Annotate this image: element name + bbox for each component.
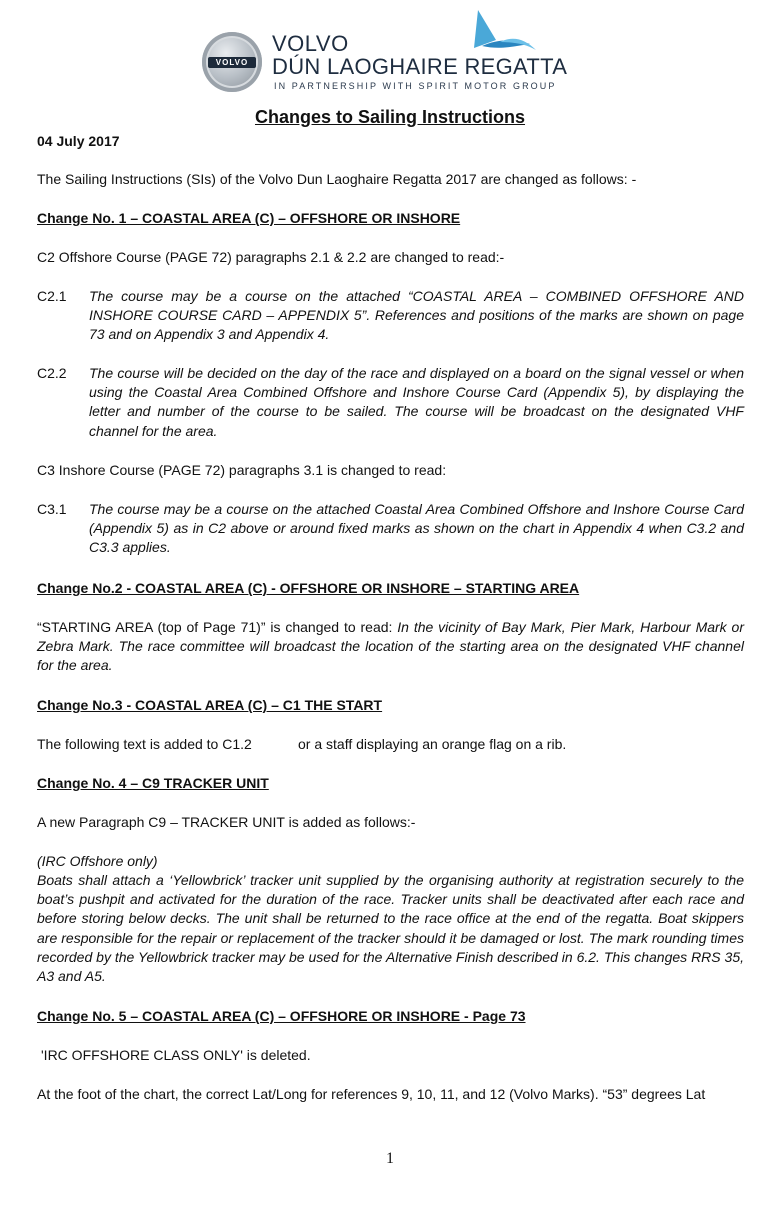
c3-intro: C3 Inshore Course (PAGE 72) paragraphs 3.1 is changed to read: <box>37 462 447 478</box>
change3-heading: Change No.3 - COASTAL AREA (C) – C1 THE START <box>37 697 383 713</box>
change4-text: Boats shall attach a ‘Yellowbrick’ tracker unit supplied by the organising authority at registration securely to the boat’s pushpit and activated for the duration of the race. Tracker units shall be deactivated after each race and before storing below decks. The unit shall be returned to the race office at the end of the regatta. Boat skippers are responsible for the repair or replacement of the tracker should it be damaged or lost. The mark rounding times recorded by the Yellowbrick tracker may be used for the Alternative Finish described in 6.2. This changes RRS 35, A3 and A5. <box>37 872 744 985</box>
change2-heading: Change No.2 - COASTAL AREA (C) - OFFSHORE OR INSHORE – STARTING AREA <box>37 580 580 596</box>
volvo-logo-text: VOLVO <box>208 57 256 68</box>
brand-title-line2: DÚN LAOGHAIRE REGATTA <box>272 54 568 79</box>
sail-logo-icon <box>470 10 540 54</box>
c21-text: The course may be a course on the attached “COASTAL AREA – COMBINED OFFSHORE AND INSHORE COURSE CARD – APPENDIX 5”. References and positions of the marks are shown on page 73 and on Appendix 3 and Appendix 4. <box>89 288 744 343</box>
change4-heading: Change No. 4 – C9 TRACKER UNIT <box>37 775 269 791</box>
change2-lead: “STARTING AREA (top of Page 71)” is changed to read: <box>37 619 398 635</box>
change4-note: (IRC Offshore only) <box>37 853 158 869</box>
brand-title-line1: VOLVO <box>272 31 349 56</box>
c22-label: C2.2 <box>37 365 67 381</box>
c21-label: C2.1 <box>37 288 67 304</box>
change5-foot: At the foot of the chart, the correct Lat/Long for references 9, 10, 11, and 12 (Volvo Marks). “53” degrees Lat <box>37 1086 706 1102</box>
change2-text: In the vicinity of Bay Mark, Pier Mark, Harbour Mark or Zebra Mark. The race committee will broadcast the location of the starting area on the designated VHF channel for the area. <box>37 619 744 674</box>
change5-heading: Change No. 5 – COASTAL AREA (C) – OFFSHORE OR INSHORE - Page 73 <box>37 1008 526 1024</box>
intro-paragraph: The Sailing Instructions (SIs) of the Volvo Dun Laoghaire Regatta 2017 are changed as follows: - <box>37 171 637 187</box>
c31-label: C3.1 <box>37 501 67 517</box>
brand-tagline: IN PARTNERSHIP WITH SPIRIT MOTOR GROUP <box>274 81 557 91</box>
change1-heading: Change No. 1 – COASTAL AREA (C) – OFFSHORE OR INSHORE <box>37 210 461 226</box>
c31-text: The course may be a course on the attached Coastal Area Combined Offshore and Inshore Course Card (Appendix 5) as in C2 above or around fixed marks as shown on the chart in Appendix 4 when C3.2 and C3.3 applies. <box>89 501 744 556</box>
change4-intro: A new Paragraph C9 – TRACKER UNIT is added as follows:- <box>37 814 416 830</box>
document-title: Changes to Sailing Instructions <box>254 107 526 127</box>
volvo-logo-badge <box>202 32 262 92</box>
document-date: 04 July 2017 <box>37 133 120 149</box>
change5-deleted: 'IRC OFFSHORE CLASS ONLY' is deleted. <box>41 1047 311 1063</box>
page-number: 1 <box>386 1150 394 1167</box>
c22-text: The course will be decided on the day of the race and displayed on a board on the signal vessel or when using the Coastal Area Combined Offshore and Inshore Course Card (Appendix 5), by displaying the letter and number of the course to be sailed. The course will be broadcast on the designated VHF channel for the area. <box>89 365 744 439</box>
change3-text: or a staff displaying an orange flag on a rib. <box>298 736 567 752</box>
change3-lead: The following text is added to C1.2 <box>37 736 252 752</box>
change2-paragraph <box>37 618 744 676</box>
c2-intro: C2 Offshore Course (PAGE 72) paragraphs 2.1 & 2.2 are changed to read:- <box>37 249 505 265</box>
